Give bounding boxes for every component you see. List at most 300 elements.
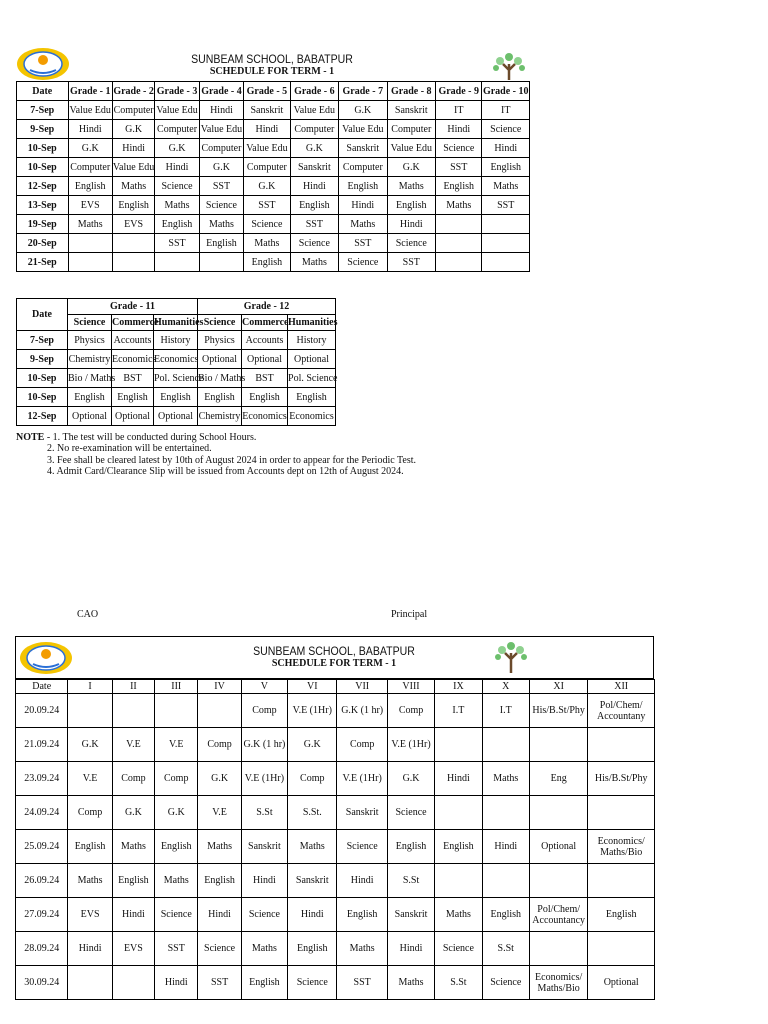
subject-cell: Hindi xyxy=(387,932,434,966)
subject-cell: Maths xyxy=(68,215,112,234)
subject-cell: English xyxy=(435,830,482,864)
subject-cell: Computer xyxy=(387,120,435,139)
subject-cell xyxy=(436,234,482,253)
note-item: - 1. The test will be conducted during School Hours. xyxy=(44,432,257,443)
table-header-row xyxy=(17,82,530,101)
subject-cell: English xyxy=(112,388,154,407)
subject-cell: Value Edu xyxy=(244,139,290,158)
grade-header: Grade - 8 xyxy=(387,82,435,101)
subject-cell: Value Edu xyxy=(155,101,199,120)
grade-header: Grade - 3 xyxy=(155,82,199,101)
subject-cell: Accounts xyxy=(112,331,154,350)
subject-cell: G.K xyxy=(244,177,290,196)
subject-cell: Science xyxy=(435,932,482,966)
signature-cao: CAO xyxy=(77,609,99,620)
subject-cell: G.K xyxy=(155,796,198,830)
date-header: Date xyxy=(16,680,68,694)
subject-cell: Sanskrit xyxy=(241,830,287,864)
subject-cell: Comp xyxy=(387,694,434,728)
subject-cell: BST xyxy=(112,369,154,388)
subject-cell: SST xyxy=(436,158,482,177)
subject-cell: Value Edu xyxy=(199,120,243,139)
subject-cell xyxy=(529,728,587,762)
subject-cell: Computer xyxy=(68,158,112,177)
subject-cell xyxy=(436,215,482,234)
subject-cell: G.K xyxy=(198,762,241,796)
table-row xyxy=(16,796,655,830)
subject-cell: SST xyxy=(244,196,290,215)
date-cell: 21-Sep xyxy=(17,253,69,272)
table-row xyxy=(16,966,655,1000)
subject-cell: Optional xyxy=(198,350,242,369)
subject-cell: Maths xyxy=(387,177,435,196)
table-row xyxy=(17,331,336,350)
schedule-title: SCHEDULE FOR TERM - 1 xyxy=(209,66,335,77)
table-row xyxy=(17,196,530,215)
date-cell: 9-Sep xyxy=(17,350,68,369)
subject-cell: Maths xyxy=(198,830,241,864)
subject-cell: English xyxy=(290,196,338,215)
subject-cell: Optional xyxy=(588,966,655,1000)
subject-cell: G.K xyxy=(387,158,435,177)
date-cell: 21.09.24 xyxy=(16,728,68,762)
class-header: I xyxy=(68,680,112,694)
subject-cell: Science xyxy=(387,796,434,830)
subject-cell: Science xyxy=(339,253,387,272)
class-header: III xyxy=(155,680,198,694)
subject-cell xyxy=(529,932,587,966)
subject-cell: Maths xyxy=(482,762,529,796)
subject-cell xyxy=(68,234,112,253)
subject-cell: Comp xyxy=(337,728,387,762)
table-row xyxy=(17,234,530,253)
subject-cell: BST xyxy=(242,369,288,388)
date-cell: 26.09.24 xyxy=(16,864,68,898)
class-header: XII xyxy=(588,680,655,694)
subject-cell xyxy=(112,253,154,272)
subject-cell: Computer xyxy=(339,158,387,177)
subject-cell: Science xyxy=(387,234,435,253)
grade-header: Grade - 1 xyxy=(68,82,112,101)
subject-cell: SST xyxy=(339,234,387,253)
subject-cell: English xyxy=(288,932,337,966)
table-row xyxy=(16,762,655,796)
subject-cell xyxy=(588,932,655,966)
subject-cell: G.K xyxy=(155,139,199,158)
subject-cell: Sanskrit xyxy=(290,158,338,177)
date-cell: 20.09.24 xyxy=(16,694,68,728)
subject-cell: EVS xyxy=(68,898,112,932)
subject-cell: V.E (1Hr) xyxy=(387,728,434,762)
subject-cell: Pol/Chem/ Accountany xyxy=(588,694,655,728)
subject-cell: SST xyxy=(155,932,198,966)
class-header: IV xyxy=(198,680,241,694)
note-item: 4. Admit Card/Clearance Slip will be issued from Accounts dept on 12th of August 2024. xyxy=(47,466,404,477)
date-cell: 7-Sep xyxy=(17,101,69,120)
class-header: II xyxy=(112,680,154,694)
table-row xyxy=(17,215,530,234)
subject-cell xyxy=(588,728,655,762)
subject-cell xyxy=(68,966,112,1000)
subject-cell: Science xyxy=(288,966,337,1000)
subject-cell: English xyxy=(155,830,198,864)
subject-cell: EVS xyxy=(112,932,154,966)
subject-cell xyxy=(529,796,587,830)
subject-cell: G.K xyxy=(112,796,154,830)
subject-cell xyxy=(482,728,529,762)
subject-cell: Hindi xyxy=(339,196,387,215)
table-row xyxy=(16,830,655,864)
subject-cell: Computer xyxy=(155,120,199,139)
subject-cell: Hindi xyxy=(155,966,198,1000)
date-cell: 10-Sep xyxy=(17,158,69,177)
subject-cell: English xyxy=(588,898,655,932)
date-cell: 10-Sep xyxy=(17,369,68,388)
subject-cell: Bio / Maths xyxy=(198,369,242,388)
date-cell: 9-Sep xyxy=(17,120,69,139)
school-logo xyxy=(19,640,73,676)
subject-cell: G.K xyxy=(68,728,112,762)
table-row xyxy=(17,369,336,388)
subject-cell: Chemistry xyxy=(68,350,112,369)
stream-header: Humanities xyxy=(288,315,336,331)
subject-cell: Comp xyxy=(155,762,198,796)
subject-cell: SST xyxy=(387,253,435,272)
date-cell: 19-Sep xyxy=(17,215,69,234)
subject-cell: Physics xyxy=(68,331,112,350)
subject-cell: Hindi xyxy=(482,830,529,864)
date-cell: 27.09.24 xyxy=(16,898,68,932)
date-cell: 10-Sep xyxy=(17,139,69,158)
subject-cell: V.E xyxy=(155,728,198,762)
subject-cell: V.E (1Hr) xyxy=(241,762,287,796)
subject-cell: Hindi xyxy=(290,177,338,196)
subject-cell: His/B.St/Phy xyxy=(529,694,587,728)
subject-cell: English xyxy=(387,196,435,215)
subject-cell: S.St xyxy=(387,864,434,898)
subject-cell: History xyxy=(288,331,336,350)
subject-cell xyxy=(435,796,482,830)
subject-cell: Economics/ Maths/Bio xyxy=(529,966,587,1000)
table-row xyxy=(17,158,530,177)
stream-header: Commerce xyxy=(242,315,288,331)
stream-header: Science xyxy=(68,315,112,331)
subject-cell: Maths xyxy=(288,830,337,864)
date-header: Date xyxy=(17,82,69,101)
date-header: Date xyxy=(17,299,68,331)
grade-12-header: Grade - 12 xyxy=(198,299,336,315)
grade-header: Grade - 10 xyxy=(482,82,530,101)
table-row xyxy=(17,407,336,426)
table-row xyxy=(16,728,655,762)
subject-cell xyxy=(588,796,655,830)
schedule-table-grades-1-10 xyxy=(16,81,530,272)
subject-cell xyxy=(482,234,530,253)
subject-cell: Economics/ Maths/Bio xyxy=(588,830,655,864)
subject-cell: Pol/Chem/ Accountancy xyxy=(529,898,587,932)
stream-header: Humanities xyxy=(154,315,198,331)
subject-cell: S.St xyxy=(482,932,529,966)
subject-cell: Hindi xyxy=(112,898,154,932)
subject-cell: History xyxy=(154,331,198,350)
subject-cell: English xyxy=(482,158,530,177)
subject-cell xyxy=(482,253,530,272)
subject-cell: Comp xyxy=(112,762,154,796)
subject-cell: English xyxy=(436,177,482,196)
table-row xyxy=(17,388,336,407)
subject-cell: Maths xyxy=(68,864,112,898)
subject-cell: Optional xyxy=(242,350,288,369)
date-cell: 24.09.24 xyxy=(16,796,68,830)
class-header: XI xyxy=(529,680,587,694)
subject-cell: Science xyxy=(482,120,530,139)
subject-cell: Hindi xyxy=(436,120,482,139)
subject-cell xyxy=(435,864,482,898)
subject-cell: Eng xyxy=(529,762,587,796)
subject-cell: Maths xyxy=(112,830,154,864)
subject-cell: Optional xyxy=(529,830,587,864)
date-cell: 28.09.24 xyxy=(16,932,68,966)
subject-cell xyxy=(112,966,154,1000)
date-cell: 30.09.24 xyxy=(16,966,68,1000)
subject-cell: English xyxy=(242,388,288,407)
subject-cell xyxy=(68,694,112,728)
subject-cell: Maths xyxy=(436,196,482,215)
note-item: 2. No re-examination will be entertained. xyxy=(47,443,212,454)
grade-header: Grade - 6 xyxy=(290,82,338,101)
subject-cell: S.St. xyxy=(288,796,337,830)
subject-cell: Computer xyxy=(199,139,243,158)
subject-cell xyxy=(482,215,530,234)
subject-cell: Value Edu xyxy=(387,139,435,158)
subject-cell: Economics xyxy=(242,407,288,426)
subject-cell: IT xyxy=(482,101,530,120)
subject-cell: English xyxy=(154,388,198,407)
subject-cell: Computer xyxy=(112,101,154,120)
subject-cell: G.K xyxy=(339,101,387,120)
note-label: NOTE xyxy=(16,432,45,443)
subject-cell: Maths xyxy=(387,966,434,1000)
date-cell: 23.09.24 xyxy=(16,762,68,796)
subject-cell: Optional xyxy=(288,350,336,369)
subject-cell: I.T xyxy=(435,694,482,728)
subject-cell: Sanskrit xyxy=(339,139,387,158)
table-row xyxy=(16,898,655,932)
class-header: V xyxy=(241,680,287,694)
subject-cell: Hindi xyxy=(387,215,435,234)
subject-cell: Bio / Maths xyxy=(68,369,112,388)
subject-cell: Value Edu xyxy=(339,120,387,139)
subject-cell xyxy=(436,253,482,272)
grade-header: Grade - 5 xyxy=(244,82,290,101)
subject-cell: Hindi xyxy=(337,864,387,898)
subject-cell: Hindi xyxy=(68,932,112,966)
class-header: VI xyxy=(288,680,337,694)
date-cell: 7-Sep xyxy=(17,331,68,350)
subject-cell: English xyxy=(199,234,243,253)
subject-cell xyxy=(482,864,529,898)
table-row xyxy=(17,120,530,139)
subject-cell: G.K xyxy=(199,158,243,177)
table-row xyxy=(16,694,655,728)
subject-cell xyxy=(482,796,529,830)
note-line-1 xyxy=(16,432,256,443)
subject-cell: Science xyxy=(482,966,529,1000)
subject-cell: SST xyxy=(290,215,338,234)
subject-cell: Optional xyxy=(154,407,198,426)
subject-cell: Science xyxy=(337,830,387,864)
subject-cell: Maths xyxy=(244,234,290,253)
subject-cell: EVS xyxy=(112,215,154,234)
subject-cell: G.K xyxy=(68,139,112,158)
subject-cell: Optional xyxy=(112,407,154,426)
subject-cell: Maths xyxy=(155,196,199,215)
subject-cell: English xyxy=(68,388,112,407)
subject-cell: Comp xyxy=(288,762,337,796)
subject-cell: V.E xyxy=(112,728,154,762)
subject-cell: English xyxy=(112,864,154,898)
subject-cell xyxy=(198,694,241,728)
subject-cell: English xyxy=(112,196,154,215)
subject-cell: Sanskrit xyxy=(337,796,387,830)
subject-cell: Science xyxy=(290,234,338,253)
subject-cell: V.E (1Hr) xyxy=(337,762,387,796)
subject-cell: Value Edu xyxy=(68,101,112,120)
subject-cell: Maths xyxy=(482,177,530,196)
grade-header: Grade - 9 xyxy=(436,82,482,101)
table-row xyxy=(17,253,530,272)
subject-cell: G.K xyxy=(290,139,338,158)
subject-cell: Computer xyxy=(244,158,290,177)
subject-cell: English xyxy=(198,864,241,898)
table-row xyxy=(17,139,530,158)
school-logo xyxy=(16,46,70,82)
subject-cell xyxy=(155,694,198,728)
grade-header: Grade - 7 xyxy=(339,82,387,101)
subject-cell: Comp xyxy=(198,728,241,762)
subject-cell: His/B.St/Phy xyxy=(588,762,655,796)
subject-cell: G.K (1 hr) xyxy=(337,694,387,728)
subject-cell: Hindi xyxy=(68,120,112,139)
class-header: X xyxy=(482,680,529,694)
subject-cell: Hindi xyxy=(198,898,241,932)
subject-cell: G.K xyxy=(112,120,154,139)
subject-cell: Value Edu xyxy=(112,158,154,177)
school-name: SUNBEAM SCHOOL, BABATPUR xyxy=(191,52,353,66)
subject-cell: G.K xyxy=(288,728,337,762)
class-header: VIII xyxy=(387,680,434,694)
subject-cell: Value Edu xyxy=(290,101,338,120)
subject-cell: Hindi xyxy=(241,864,287,898)
subject-cell: SST xyxy=(199,177,243,196)
subject-cell xyxy=(529,864,587,898)
subject-cell: Pol. Science xyxy=(288,369,336,388)
table-row xyxy=(16,932,655,966)
subject-cell: English xyxy=(68,830,112,864)
subject-cell: Maths xyxy=(241,932,287,966)
class-header: IX xyxy=(435,680,482,694)
subject-cell: Comp xyxy=(241,694,287,728)
subject-cell: Pol. Science xyxy=(154,369,198,388)
date-cell: 12-Sep xyxy=(17,407,68,426)
grade-header: Grade - 2 xyxy=(112,82,154,101)
subject-cell: Science xyxy=(198,932,241,966)
subject-cell xyxy=(435,728,482,762)
subject-cell: Sanskrit xyxy=(244,101,290,120)
subject-cell: V.E (1Hr) xyxy=(288,694,337,728)
subject-cell: Hindi xyxy=(199,101,243,120)
tree-logo xyxy=(492,639,530,675)
note-item: 3. Fee shall be cleared latest by 10th of August 2024 in order to appear for the Periodic Test. xyxy=(47,455,417,466)
schedule-table-sep xyxy=(15,679,655,1000)
tree-logo xyxy=(490,50,528,82)
schedule-table-grades-11-12 xyxy=(16,298,336,426)
subject-cell xyxy=(68,253,112,272)
subject-cell: English xyxy=(288,388,336,407)
subject-cell: English xyxy=(337,898,387,932)
subject-cell xyxy=(199,253,243,272)
subject-cell: Physics xyxy=(198,331,242,350)
subject-cell: Hindi xyxy=(482,139,530,158)
grade-header: Grade - 4 xyxy=(199,82,243,101)
date-cell: 12-Sep xyxy=(17,177,69,196)
subject-cell: Accounts xyxy=(242,331,288,350)
subject-cell: Science xyxy=(155,898,198,932)
subject-cell: Science xyxy=(155,177,199,196)
subject-cell: Science xyxy=(244,215,290,234)
subject-cell: English xyxy=(387,830,434,864)
subject-cell: SST xyxy=(198,966,241,1000)
subject-cell: S.St xyxy=(241,796,287,830)
subject-cell: G.K xyxy=(387,762,434,796)
subject-cell: English xyxy=(155,215,199,234)
subject-cell: Hindi xyxy=(155,158,199,177)
subject-cell: English xyxy=(339,177,387,196)
table-row xyxy=(16,864,655,898)
subject-cell: English xyxy=(244,253,290,272)
subject-cell: Maths xyxy=(337,932,387,966)
subject-cell: English xyxy=(68,177,112,196)
subject-cell: Maths xyxy=(339,215,387,234)
schedule-title: SCHEDULE FOR TERM - 1 xyxy=(271,658,397,669)
subject-cell: Chemistry xyxy=(198,407,242,426)
table-row xyxy=(17,177,530,196)
subject-cell: English xyxy=(482,898,529,932)
date-cell: 25.09.24 xyxy=(16,830,68,864)
date-cell: 13-Sep xyxy=(17,196,69,215)
subject-cell xyxy=(155,253,199,272)
subject-cell: Hindi xyxy=(435,762,482,796)
subject-cell: Hindi xyxy=(288,898,337,932)
subject-cell: SST xyxy=(337,966,387,1000)
subject-cell: Computer xyxy=(290,120,338,139)
subject-cell: Maths xyxy=(435,898,482,932)
subject-cell: Optional xyxy=(68,407,112,426)
stream-header: Science xyxy=(198,315,242,331)
subject-cell: English xyxy=(198,388,242,407)
subject-cell: Sanskrit xyxy=(387,898,434,932)
stream-header: Commerce xyxy=(112,315,154,331)
subject-cell: IT xyxy=(436,101,482,120)
subject-cell: S.St xyxy=(435,966,482,1000)
date-cell: 20-Sep xyxy=(17,234,69,253)
subject-cell: Science xyxy=(436,139,482,158)
date-cell: 10-Sep xyxy=(17,388,68,407)
subject-cell: Maths xyxy=(155,864,198,898)
school-name: SUNBEAM SCHOOL, BABATPUR xyxy=(253,644,415,658)
subject-cell: V.E xyxy=(198,796,241,830)
subject-cell: Maths xyxy=(199,215,243,234)
